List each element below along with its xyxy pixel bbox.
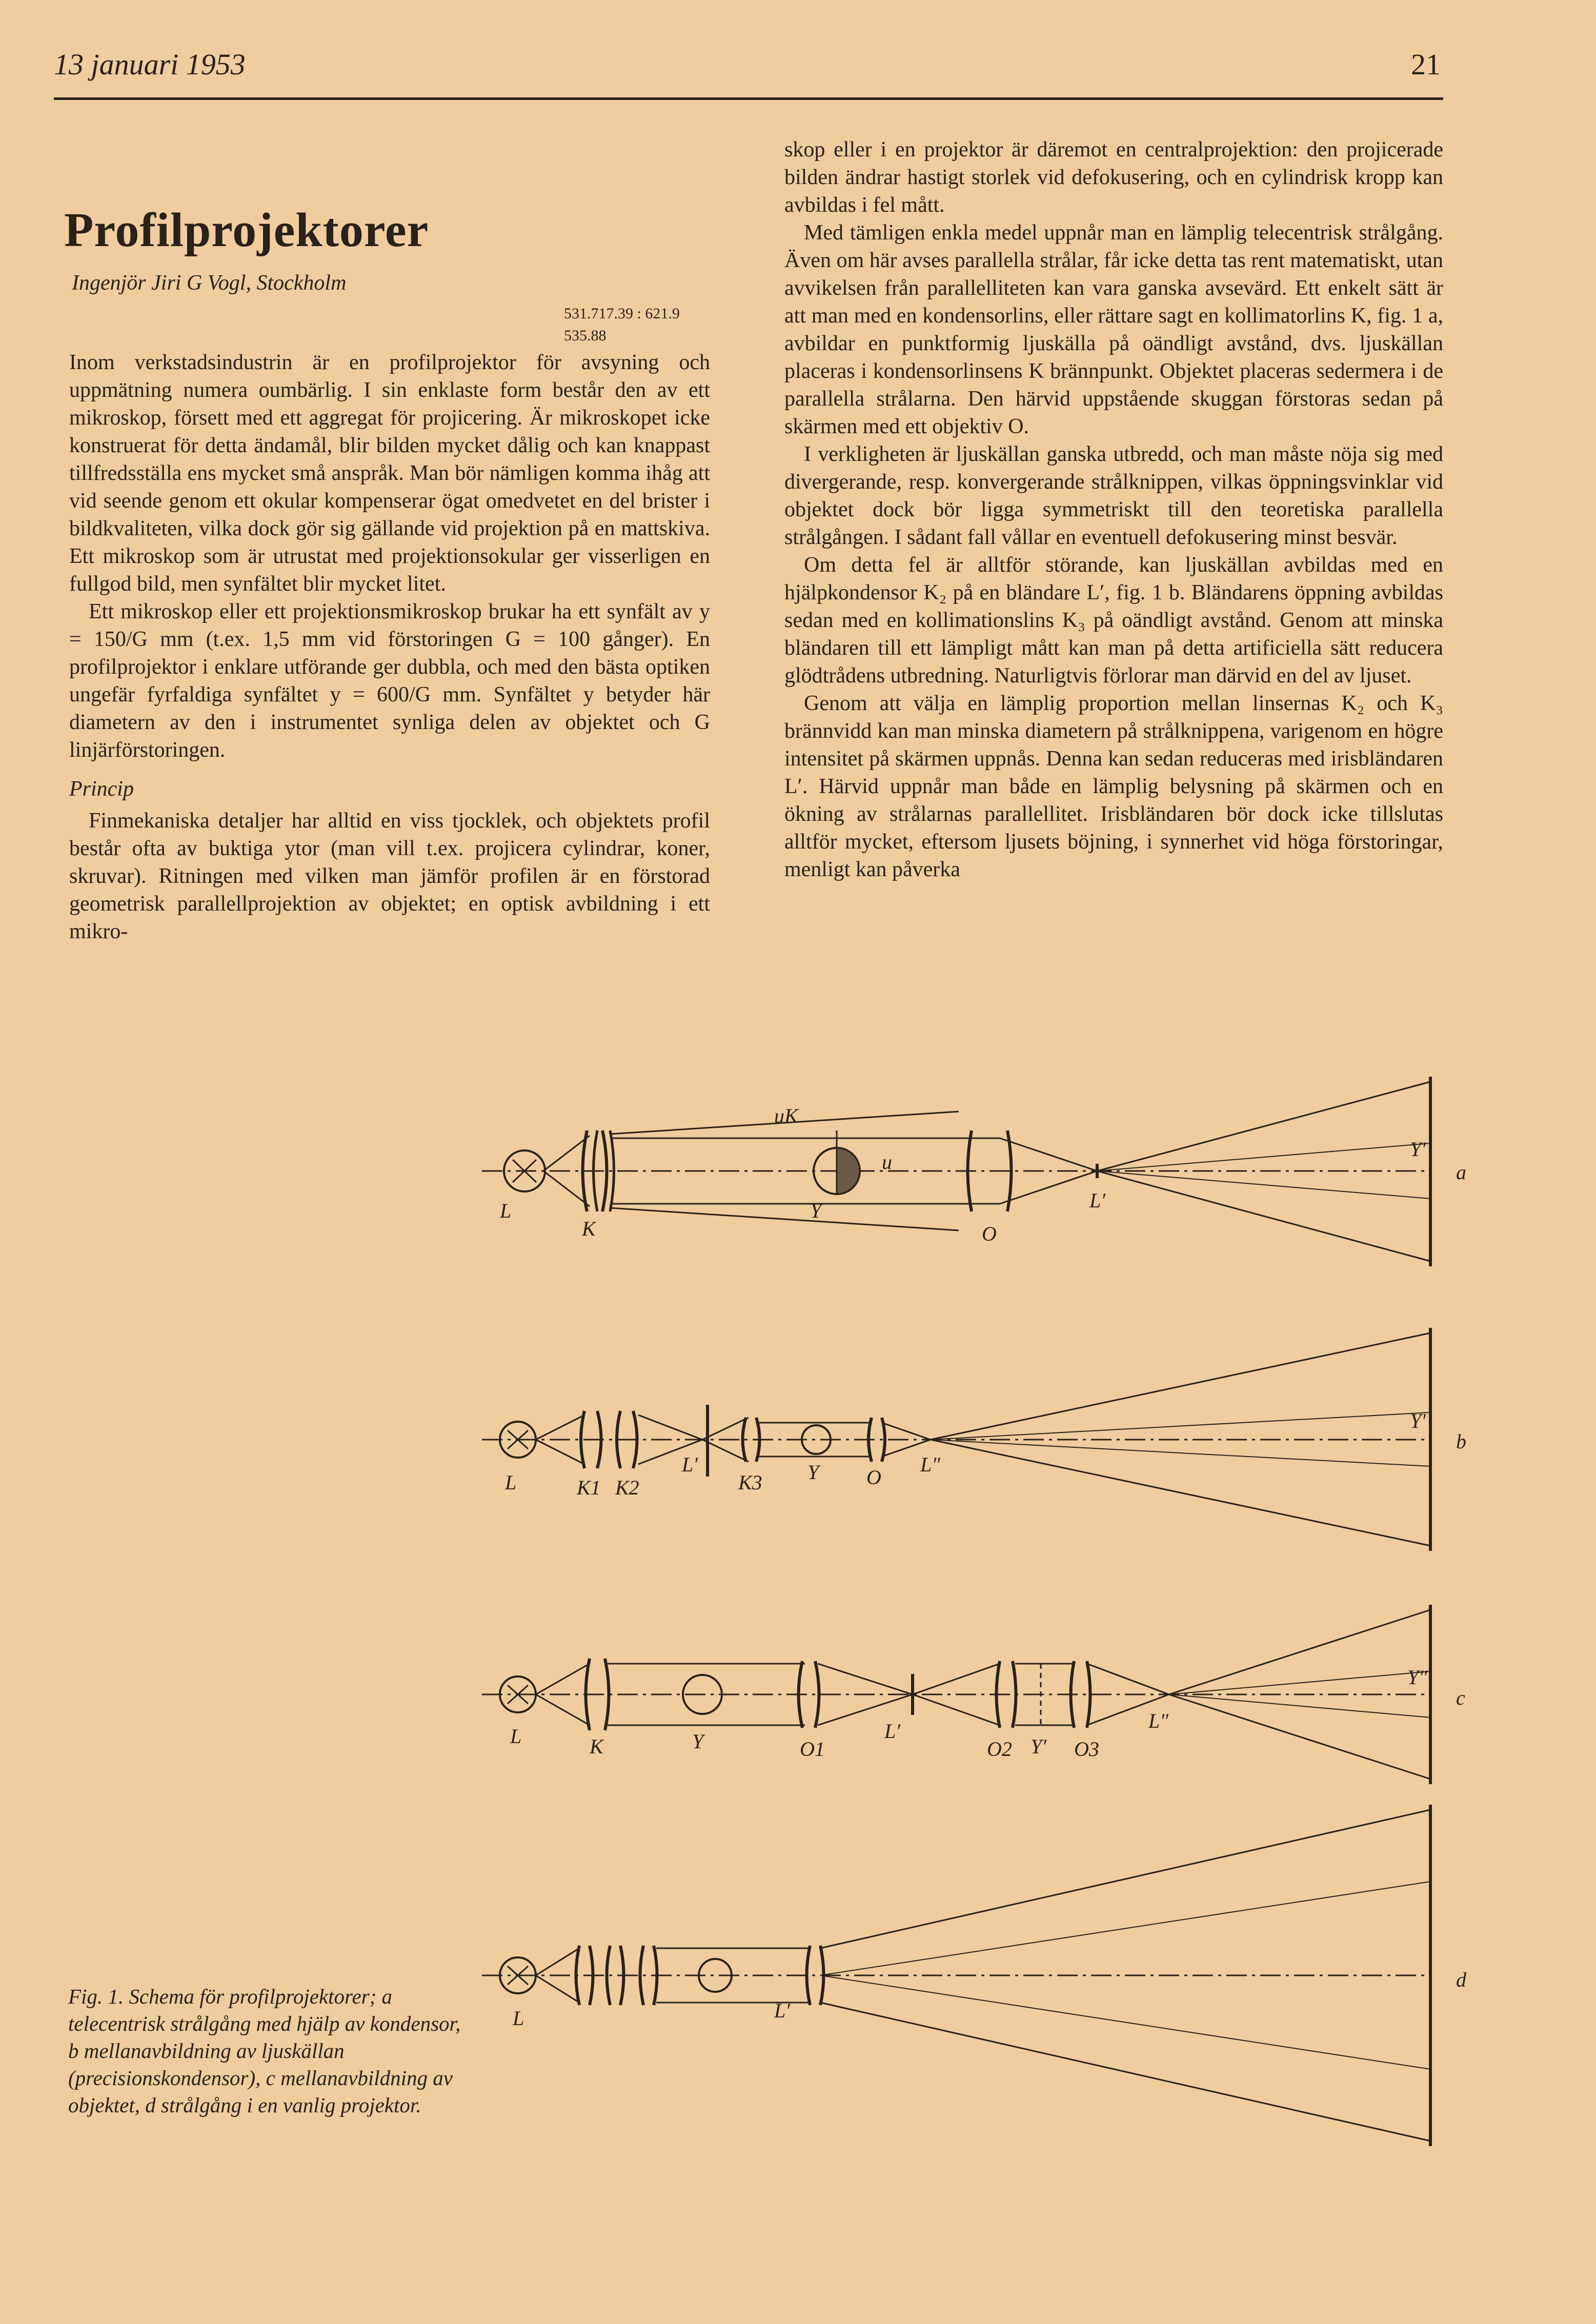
label-b-K2: K2 (615, 1476, 639, 1499)
section-heading: Princip (69, 777, 134, 801)
paragraph: Finmekaniska detaljer har alltid en viss tjocklek, och objektets profil består ofta av buktiga ytor (man vill t.ex. projicera cylindrar, koner, skruvar). Ritningen med vilken man jämför profilen är en förstorad geometrisk parallellprojektion av objektet; en optisk avbildning i ett mikro- (69, 809, 710, 943)
label-c-Ldoubleprime: L″ (1148, 1709, 1168, 1732)
diagram-c (482, 1605, 1430, 1784)
diagram-a (482, 1077, 1430, 1266)
label-b-Y: Y (807, 1461, 819, 1484)
label-c: c (1456, 1686, 1465, 1709)
paragraph: Ett mikroskop eller ett projektionsmikroskop brukar ha ett synfält av y = 150/G mm (t.ex. 1,5 mm vid förstoringen G = 100 gånger). En profilprojektor i enklare utförande ger dubbla, och med den bästa optiken ungefär fyrfaldiga synfältet y = 600/G mm. Synfältet y betyder här diametern av den i instrumentet synliga delen av objektet och G linjärförstoringen. (69, 600, 710, 762)
page-number: 21 (1411, 48, 1441, 81)
label-b-L: L (505, 1471, 517, 1494)
label-c-Y: Y (692, 1730, 704, 1753)
label-c-O1: O1 (800, 1737, 825, 1761)
paragraph: Med tämligen enkla medel uppnår man en lämplig telecentrisk strålgång. Även om här avses parallella strålar, får icke detta tas rent matematiskt, utan avvikelsen från parallelliteten kan vara ganska avsevärd. Ett enkelt sätt är att man med en kondensorlins, eller rättare sagt en kollimatorlins K, fig. 1 a, avbildar en punktformig ljuskälla på oändligt avstånd, dvs. ljuskällan placeras i kondensorlinsens K brännpunkt. Objektet placeras sedermera i de parallella strålarna. Den härvid uppstående skuggan förstoras sedan på skärmen med ett objektiv O. (784, 221, 1443, 438)
running-date: 13 januari 1953 (54, 48, 246, 81)
label-a: a (1456, 1161, 1466, 1184)
label-a-Y: Y (810, 1199, 822, 1222)
label-a-uK: uK (774, 1104, 798, 1127)
paragraph: Genom att välja en lämplig proportion mellan linsernas K₂ och K₃ brännvidd kan man minska diametern på strålknippena, varigenom en högre intensitet på skärmen uppnås. Denna kan sedan reduceras med irisbländaren L′. Härvid uppnår man både en lämplig belysning på skärmen och en ökning av strålarnas parallellitet. Irisbländaren bör dock icke tillslutas alltför mycket, eftersom ljusets böjning, i synnerhet vid höga förstoringar, menligt kan påverka (784, 692, 1443, 881)
article-author: Ingenjör Jiri G Vogl, Stockholm (72, 271, 347, 295)
label-c-O3: O3 (1074, 1737, 1099, 1761)
label-c-L: L (510, 1725, 522, 1748)
label-d-Lprime: L′ (774, 1999, 790, 2022)
label-c-Lprime: L′ (884, 1720, 900, 1743)
label-b-K3: K3 (738, 1471, 762, 1494)
udc-code-1: 531.717.39 : 621.9 (564, 305, 680, 322)
diagram-b (482, 1328, 1430, 1551)
label-b: b (1456, 1430, 1466, 1453)
label-b-Yprime: Y′ (1410, 1409, 1426, 1432)
label-b-K1: K1 (577, 1476, 601, 1499)
label-a-Yprime: Y′ (1410, 1138, 1426, 1161)
paragraph: Om detta fel är alltför störande, kan ljuskällan avbildas med en hjälpkondensor K₂ på en bländare L′, fig. 1 b. Bländarens öppning avbildas sedan med en kollimationslins K₃ på oändligt avstånd. Genom att minska bländaren till ett lämpligt mått kan man på detta artificiella sätt reducera glödtrådens utbredning. Naturligtvis förlorar man därvid en del av ljuset. (784, 553, 1443, 688)
label-c-O2: O2 (987, 1737, 1012, 1761)
figure-caption: Fig. 1. Schema för profilprojektorer; a telecentrisk strålgång med hjälp av kondensor, b mellanavbildning av ljuskällan (precisionskondensor), c mellanavbildning av objektet, d strålgång i en vanlig projektor. (68, 1985, 461, 2117)
label-a-Lprime: L′ (1089, 1189, 1105, 1212)
label-c-K: K (590, 1735, 603, 1758)
label-a-O: O (982, 1222, 997, 1245)
label-b-O: O (866, 1466, 881, 1489)
diagram-d (482, 1805, 1430, 2146)
label-b-Lprime: L′ (682, 1453, 698, 1476)
label-d-L: L (513, 2007, 524, 2030)
label-c-Yprime: Y′ (1031, 1735, 1046, 1758)
label-d: d (1456, 1968, 1466, 1991)
label-b-Ldoubleprime: L″ (920, 1453, 940, 1476)
label-a-u: u (882, 1150, 892, 1174)
label-a-L: L (500, 1199, 512, 1222)
label-c-Ydoubleprime: Y″ (1407, 1666, 1427, 1689)
label-a-K: K (582, 1217, 596, 1240)
udc-code-2: 535.88 (564, 327, 607, 344)
paragraph: I verkligheten är ljuskällan ganska utbredd, och man måste nöja sig med divergerande, resp. konvergerande strålknippen, vilkas öppningsvinklar vid objektet dock bör ligga symmetriskt till den teoretiska parallella strålgången. I sådant fall vållar en eventuell defokusering minst besvär. (784, 442, 1443, 549)
paragraph: Inom verkstadsindustrin är en profilprojektor för avsyning och uppmätning numera oumbärlig. I sin enklaste form består den av ett mikroskop, försett med ett aggregat för projicering. Är mikroskopet icke konstruerat för detta ändamål, blir bilden mycket dålig och kan knappast tillfredsställa ens mycket små anspråk. Man bör nämligen komma ihåg att vid seende genom ett okular kompenserar ögat omedvetet en del brister i bildkvaliteten, vilka dock gör sig gällande vid projektion på en mattskiva. Ett mikroskop som är utrustat med projektionsokular ger visserligen en fullgod bild, men synfältet blir mycket litet. (69, 351, 710, 596)
article-title: Profilprojektorer (64, 204, 429, 257)
paragraph: skop eller i en projektor är däremot en centralprojektion: den projicerade bilden ändrar hastigt storlek vid defokusering, och en cylindrisk kropp kan avbildas i fel mått. (784, 138, 1443, 217)
